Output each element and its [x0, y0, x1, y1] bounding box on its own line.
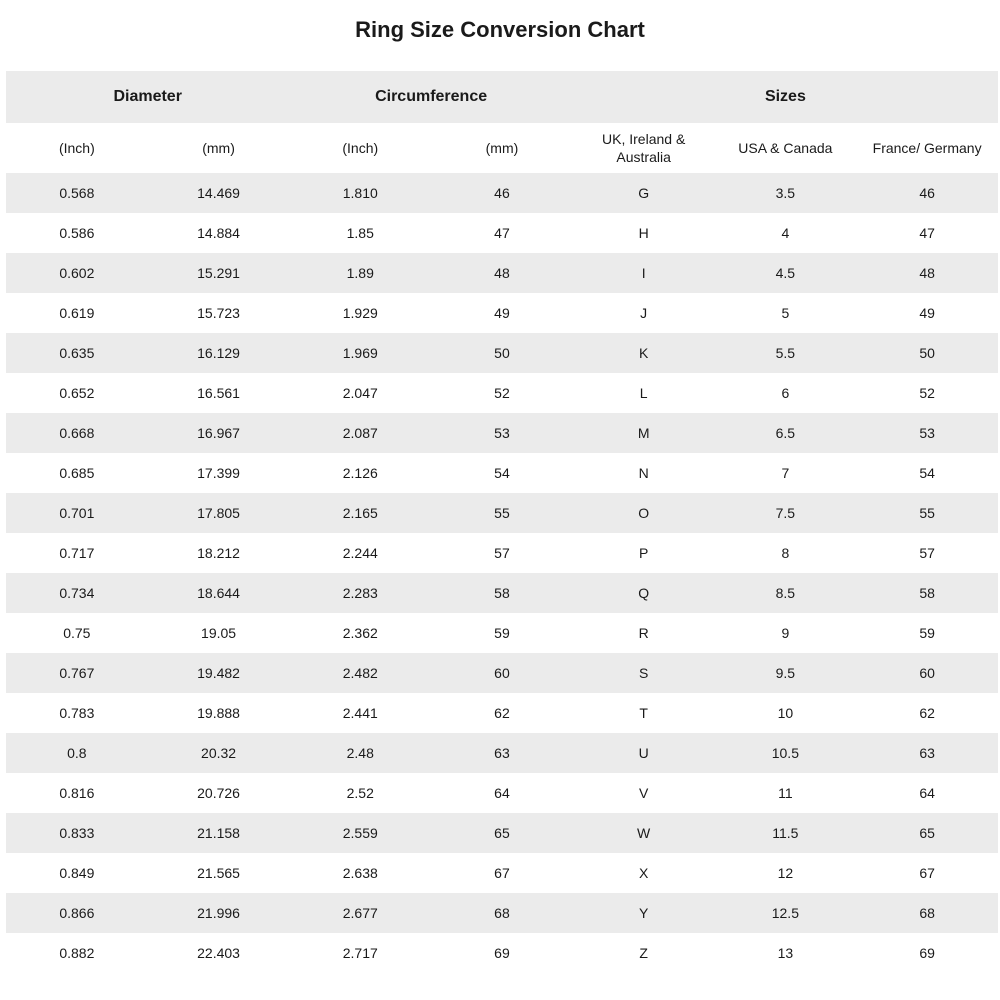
table-cell: 2.283 — [342, 585, 378, 601]
table-cell: 0.8 — [67, 745, 87, 761]
table-cell: 58 — [919, 585, 935, 601]
column-header-usa-canada: USA & Canada — [738, 140, 833, 156]
table-row — [6, 813, 998, 853]
table-cell: 0.635 — [59, 345, 95, 361]
table-cell: 50 — [919, 345, 935, 361]
table-cell: 62 — [494, 705, 510, 721]
table-cell: 47 — [494, 225, 510, 241]
table-cell: Q — [638, 585, 650, 601]
table-cell: 12 — [777, 865, 794, 881]
table-row — [6, 613, 998, 653]
table-cell: 11 — [778, 785, 793, 801]
column-group-circumference: Circumference — [375, 88, 488, 105]
page-title: Ring Size Conversion Chart — [355, 17, 645, 42]
column-header-diameter-inch: (Inch) — [58, 140, 95, 156]
table-cell: 16.967 — [197, 425, 240, 441]
table-cell: 0.734 — [59, 585, 95, 601]
table-header — [6, 71, 998, 173]
table-cell: 62 — [919, 705, 935, 721]
table-cell: 52 — [919, 385, 935, 401]
table-cell: 46 — [919, 185, 935, 201]
table-cell: R — [638, 625, 649, 641]
table-cell: 9 — [781, 625, 790, 641]
column-group-diameter: Diameter — [113, 88, 182, 105]
table-cell: 2.559 — [342, 825, 378, 841]
table-cell: 58 — [494, 585, 510, 601]
table-cell: 2.638 — [342, 865, 378, 881]
table-cell: 60 — [494, 665, 510, 681]
ring-size-table — [6, 71, 998, 973]
table-cell: 8 — [781, 545, 790, 561]
column-header-row — [6, 123, 998, 173]
table-row — [6, 413, 998, 453]
table-cell: 1.89 — [346, 265, 374, 281]
table-cell: 19.888 — [197, 705, 240, 721]
table-row — [6, 453, 998, 493]
table-cell: 67 — [919, 865, 935, 881]
table-cell: 19.05 — [201, 625, 237, 641]
table-cell: 53 — [919, 425, 935, 441]
table-cell: 0.767 — [59, 665, 95, 681]
table-cell: 2.087 — [342, 425, 378, 441]
table-cell: 49 — [494, 305, 510, 321]
table-cell: 55 — [919, 505, 935, 521]
table-cell: 0.866 — [59, 905, 95, 921]
table-cell: 0.619 — [59, 305, 95, 321]
table-cell: O — [638, 505, 650, 521]
table-cell: 2.48 — [346, 745, 374, 761]
table-cell: 21.565 — [197, 865, 240, 881]
table-row — [6, 693, 998, 733]
table-cell: M — [637, 425, 650, 441]
table-cell: 64 — [494, 785, 510, 801]
table-row — [6, 573, 998, 613]
table-cell: 0.717 — [59, 545, 95, 561]
table-cell: 0.75 — [63, 625, 91, 641]
table-cell: L — [639, 385, 648, 401]
table-cell: 57 — [919, 545, 935, 561]
table-cell: Y — [638, 905, 649, 921]
table-cell: 2.126 — [342, 465, 378, 481]
table-cell: 6.5 — [775, 425, 796, 441]
column-header-france-germany: France/ Germany — [872, 140, 982, 156]
table-cell: S — [638, 665, 649, 681]
table-cell: 22.403 — [197, 945, 240, 961]
table-cell: 14.469 — [197, 185, 240, 201]
table-cell: 0.685 — [59, 465, 95, 481]
table-cell: 0.849 — [59, 865, 95, 881]
table-cell: 0.602 — [59, 265, 95, 281]
table-cell: 4 — [781, 225, 790, 241]
table-cell: 2.52 — [346, 785, 374, 801]
table-cell: 1.969 — [342, 345, 378, 361]
table-cell: 65 — [919, 825, 935, 841]
table-cell: Z — [639, 945, 648, 961]
table-row — [6, 733, 998, 773]
table-cell: 18.212 — [197, 545, 240, 561]
table-cell: 1.810 — [342, 185, 378, 201]
table-cell: 8.5 — [775, 585, 796, 601]
table-cell: 1.929 — [342, 305, 378, 321]
table-cell: 0.783 — [59, 705, 95, 721]
table-row — [6, 333, 998, 373]
table-cell: 68 — [919, 905, 935, 921]
table-cell: 60 — [919, 665, 935, 681]
table-cell: U — [638, 745, 649, 761]
column-header-circumference-inch: (Inch) — [342, 140, 379, 156]
table-cell: 55 — [494, 505, 510, 521]
table-cell: 12.5 — [771, 905, 799, 921]
table-cell: 2.717 — [342, 945, 378, 961]
table-cell: 46 — [494, 185, 510, 201]
table-row — [6, 933, 998, 973]
table-cell: 9.5 — [775, 665, 796, 681]
table-cell: W — [637, 825, 651, 841]
table-cell: 17.805 — [197, 505, 240, 521]
table-row — [6, 293, 998, 333]
table-row — [6, 893, 998, 933]
table-cell: 50 — [494, 345, 510, 361]
table-cell: 57 — [494, 545, 510, 561]
table-cell: P — [638, 545, 649, 561]
table-cell: 17.399 — [197, 465, 240, 481]
table-cell: 49 — [919, 305, 935, 321]
table-cell: 0.568 — [59, 185, 95, 201]
column-group-row — [6, 71, 998, 123]
table-cell: 0.652 — [59, 385, 95, 401]
table-cell: 54 — [919, 465, 935, 481]
table-cell: 4.5 — [775, 265, 796, 281]
table-cell: 7.5 — [775, 505, 796, 521]
table-row — [6, 213, 998, 253]
table-cell: 47 — [919, 225, 935, 241]
table-row — [6, 653, 998, 693]
table-cell: 52 — [494, 385, 510, 401]
table-cell: 0.882 — [59, 945, 95, 961]
table-cell: 20.726 — [197, 785, 240, 801]
table-cell: 63 — [919, 745, 935, 761]
table-row — [6, 253, 998, 293]
table-cell: N — [638, 465, 649, 481]
table-body — [6, 173, 998, 973]
table-cell: I — [641, 265, 646, 281]
table-row — [6, 493, 998, 533]
table-cell: 48 — [494, 265, 510, 281]
table-cell: 14.884 — [197, 225, 240, 241]
table-cell: 68 — [494, 905, 510, 921]
table-cell: 2.047 — [342, 385, 378, 401]
table-cell: 59 — [919, 625, 935, 641]
table-cell: 15.291 — [197, 265, 240, 281]
table-cell: 18.644 — [197, 585, 240, 601]
table-cell: 15.723 — [197, 305, 240, 321]
column-header-diameter-mm: (mm) — [202, 140, 235, 156]
table-cell: J — [640, 305, 648, 321]
table-cell: 0.668 — [59, 425, 95, 441]
table-cell: 67 — [494, 865, 510, 881]
table-cell: K — [638, 345, 649, 361]
table-cell: 2.165 — [342, 505, 378, 521]
table-row — [6, 173, 998, 213]
table-cell: 16.561 — [197, 385, 240, 401]
table-cell: 48 — [919, 265, 935, 281]
table-cell: 20.32 — [201, 745, 237, 761]
table-cell: 5 — [781, 305, 790, 321]
table-cell: 65 — [494, 825, 510, 841]
table-cell: 0.586 — [59, 225, 95, 241]
table-cell: 21.158 — [197, 825, 240, 841]
table-cell: 16.129 — [197, 345, 240, 361]
table-cell: 63 — [494, 745, 510, 761]
table-cell: V — [638, 785, 649, 801]
table-cell: 69 — [494, 945, 510, 961]
table-cell: H — [638, 225, 649, 241]
table-cell: 11.5 — [772, 825, 799, 841]
table-cell: 2.677 — [342, 905, 378, 921]
table-cell: 10.5 — [771, 745, 799, 761]
table-cell: 13 — [777, 945, 794, 961]
table-cell: 2.482 — [342, 665, 378, 681]
table-cell: 2.441 — [342, 705, 378, 721]
table-cell: 21.996 — [197, 905, 240, 921]
table-cell: 53 — [494, 425, 510, 441]
table-cell: 10 — [777, 705, 794, 721]
table-cell: 59 — [494, 625, 510, 641]
table-cell: 2.362 — [342, 625, 378, 641]
table-cell: 64 — [919, 785, 935, 801]
table-cell: 0.816 — [59, 785, 95, 801]
table-cell: 6 — [781, 385, 790, 401]
table-cell: 69 — [919, 945, 935, 961]
table-cell: 19.482 — [197, 665, 240, 681]
table-cell: X — [638, 865, 649, 881]
table-cell: T — [639, 705, 648, 721]
table-cell: 2.244 — [342, 545, 378, 561]
table-row — [6, 533, 998, 573]
table-cell: 3.5 — [775, 185, 796, 201]
table-cell: 0.833 — [59, 825, 95, 841]
table-cell: 1.85 — [346, 225, 374, 241]
table-cell: 54 — [494, 465, 510, 481]
table-row — [6, 373, 998, 413]
table-cell: 0.701 — [59, 505, 95, 521]
column-group-sizes: Sizes — [764, 88, 806, 105]
column-header-uk-ireland-australia: UK, Ireland & Australia — [602, 131, 686, 165]
table-cell: 7 — [781, 465, 790, 481]
table-cell: G — [638, 185, 650, 201]
table-cell: 5.5 — [775, 345, 796, 361]
table-row — [6, 773, 998, 813]
table-row — [6, 853, 998, 893]
column-header-circumference-mm: (mm) — [485, 140, 519, 156]
